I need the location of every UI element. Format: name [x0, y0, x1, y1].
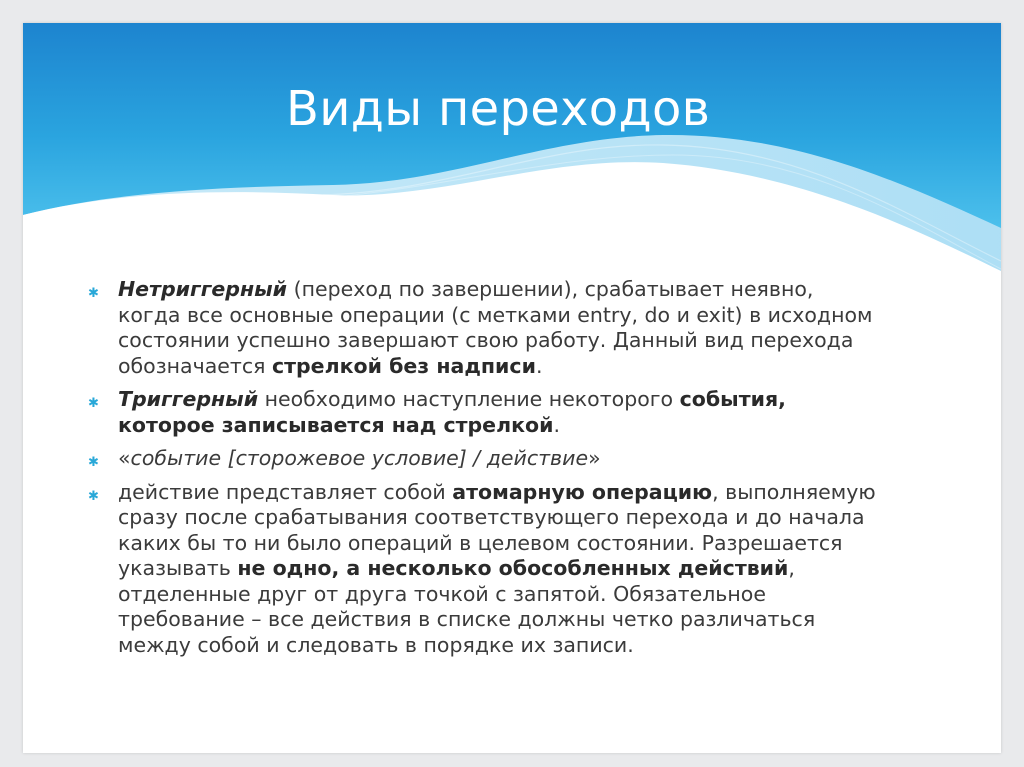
star-bullet-icon: ✱	[88, 455, 99, 470]
text-segment: , выполняемую сразу после срабатывания соответствующего перехода и до начала каких бы то ни было операций в целевом состоянии. Разрешается указывать	[118, 479, 876, 580]
bullet-list	[88, 277, 878, 666]
syntax-formula: событие [сторожевое условие] / действие	[130, 446, 589, 470]
slide-title: Виды переходов	[286, 81, 711, 137]
text-segment: необходимо наступление некоторого	[258, 387, 680, 411]
text-segment: .	[535, 353, 543, 378]
list-item	[88, 387, 878, 438]
list-item	[88, 480, 878, 659]
term-trigger: Триггерный	[118, 387, 259, 411]
text-segment: «	[118, 446, 131, 470]
text-segment: , отделенные друг от друга точкой с запятой. Обязательное требование – все действия в списке должны четко различаться между собой и следовать в порядке их записи.	[118, 556, 816, 657]
star-bullet-icon: ✱	[88, 286, 99, 301]
emphasis-text: события, которое записывается над стрелкой	[118, 387, 786, 437]
emphasis-text: стрелкой без надписи	[271, 353, 536, 378]
text-segment: переход по завершении), срабатывает неявно, когда все основные операции (с метками entry, do и exit) в исходном состоянии успешно завершают свою работу. Данный вид перехода обозначается	[118, 277, 873, 378]
star-bullet-icon: ✱	[88, 396, 99, 411]
list-item	[88, 446, 878, 472]
emphasis-text: не одно, а несколько обособленных действий	[237, 556, 789, 580]
emphasis-text: атомарную операцию	[452, 479, 713, 504]
text-segment: (	[287, 277, 302, 301]
text-segment: .	[553, 412, 560, 437]
star-bullet-icon: ✱	[88, 488, 99, 504]
text-segment: »	[588, 446, 601, 470]
text-segment: действие представляет собой	[118, 479, 453, 504]
term-nontrigger: Нетриггерный	[118, 277, 288, 301]
list-item	[88, 277, 878, 379]
